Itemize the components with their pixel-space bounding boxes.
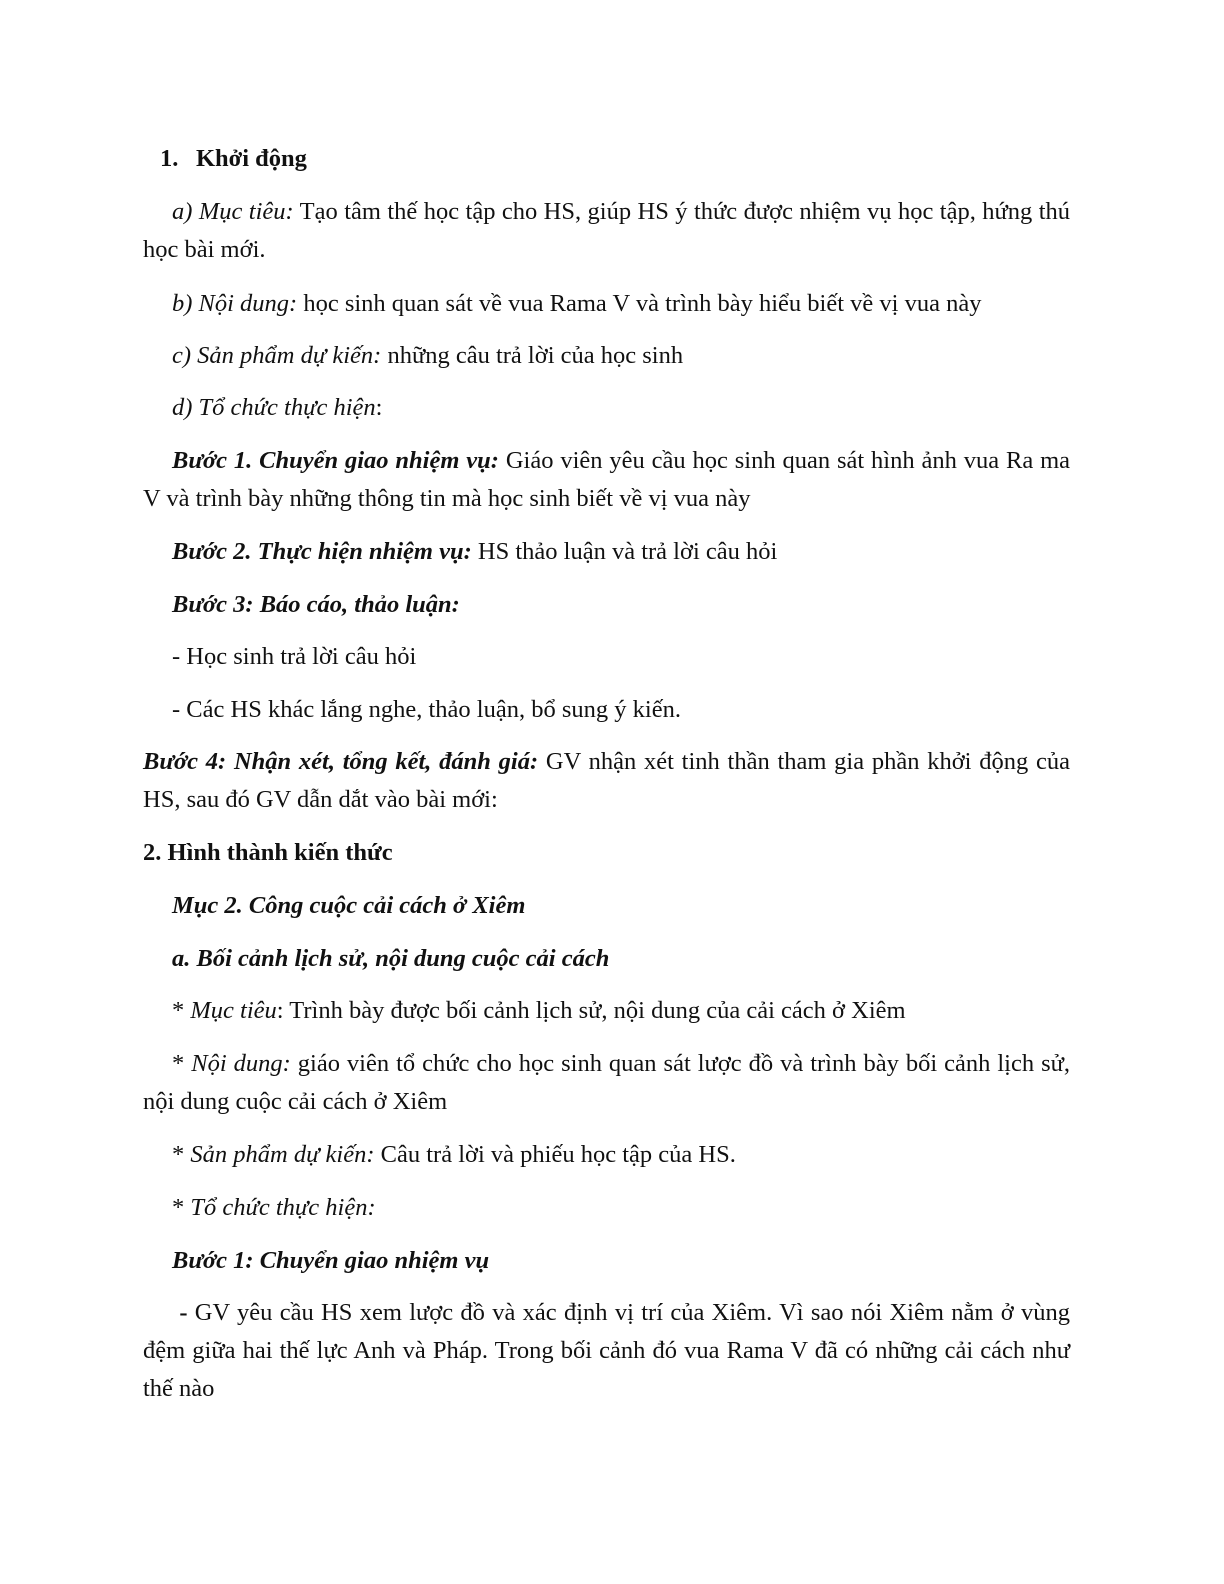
step-1-label: Bước 1. Chuyển giao nhiệm vụ: (172, 447, 499, 474)
objective-text: : Trình bày được bối cảnh lịch sử, nội dung của cải cách ở Xiêm (276, 997, 906, 1024)
content-label: Nội dung: (191, 1050, 291, 1077)
organize-label: d) Tổ chức thực hiện (172, 394, 376, 421)
organize-label: Tổ chức thực hiện: (190, 1194, 376, 1221)
product-label: c) Sản phẩm dự kiến: (172, 342, 382, 369)
step-4-text: GV nhận xét tinh thần tham gia phần khởi động của HS, sau đó GV dẫn dắt vào bài mới: (143, 748, 1070, 813)
section-1-heading (160, 140, 1087, 178)
section-1-step-4 (143, 743, 1070, 819)
section-1-objective (143, 193, 1070, 269)
content-bullet: * (172, 1050, 192, 1077)
section-2-content (143, 1045, 1070, 1121)
content-text: giáo viên tổ chức cho học sinh quan sát lược đồ và trình bày bối cảnh lịch sử, nội dung cuộc cải cách ở Xiêm (143, 1050, 1071, 1115)
step-4-label: Bước 4: Nhận xét, tổng kết, đánh giá: (143, 748, 539, 775)
task-dash: - (172, 1299, 195, 1326)
content-text: học sinh quan sát về vua Rama V và trình bày hiểu biết về vị vua này (297, 290, 982, 317)
section-2-item-title: Mục 2. Công cuộc cải cách ở Xiêm (172, 892, 526, 919)
section-1-product (172, 337, 1070, 375)
section-1-step-2 (172, 533, 1070, 571)
step-3-item: - Học sinh trả lời câu hỏi (172, 643, 417, 670)
organize-text: : (375, 394, 383, 421)
section-2-product (172, 1136, 1070, 1174)
product-text: những câu trả lời của học sinh (381, 342, 684, 369)
step-3-item: - Các HS khác lắng nghe, thảo luận, bổ sung ý kiến. (172, 696, 681, 723)
section-2-step-1: Bước 1: Chuyển giao nhiệm vụ (172, 1247, 490, 1274)
product-text: Câu trả lời và phiếu học tập của HS. (374, 1141, 736, 1168)
product-label: Sản phẩm dự kiến: (190, 1141, 375, 1168)
objective-label: a) Mục tiêu: (172, 198, 294, 225)
section-2-objective (172, 992, 1070, 1030)
organize-bullet: * (172, 1194, 191, 1221)
section-1-content (172, 285, 1070, 323)
section-2-heading: 2. Hình thành kiến thức (143, 839, 393, 866)
section-2-task (143, 1294, 1070, 1408)
section-1-organize (172, 389, 1070, 427)
section-1-number: 1. (160, 145, 179, 172)
objective-label: Mục tiêu (190, 997, 277, 1024)
task-text: GV yêu cầu HS xem lược đồ và xác định vị trí của Xiêm. Vì sao nói Xiêm nằm ở vùng đệm giữa hai thế lực Anh và Pháp. Trong bối cảnh đó vua Rama V đã có những cải cách như thế nào (143, 1299, 1070, 1402)
section-1-step-1 (143, 442, 1070, 518)
section-2-sub-title: a. Bối cảnh lịch sử, nội dung cuộc cải cách (172, 945, 610, 972)
content-label: b) Nội dung: (172, 290, 298, 317)
step-2-label: Bước 2. Thực hiện nhiệm vụ: (172, 538, 472, 565)
objective-bullet: * (172, 997, 191, 1024)
section-1-title: Khởi động (196, 145, 307, 172)
section-1-step-3: Bước 3: Báo cáo, thảo luận: (172, 591, 460, 618)
step-2-text: HS thảo luận và trả lời câu hỏi (471, 538, 778, 565)
section-2-organize (172, 1189, 1070, 1227)
product-bullet: * (172, 1141, 191, 1168)
step-1-text: Giáo viên yêu cầu học sinh quan sát hình ảnh vua Ra ma V và trình bày những thông tin mà học sinh biết về vị vua này (143, 447, 1071, 512)
objective-text: Tạo tâm thế học tập cho HS, giúp HS ý thức được nhiệm vụ học tập, hứng thú học bài mới. (143, 198, 1071, 263)
